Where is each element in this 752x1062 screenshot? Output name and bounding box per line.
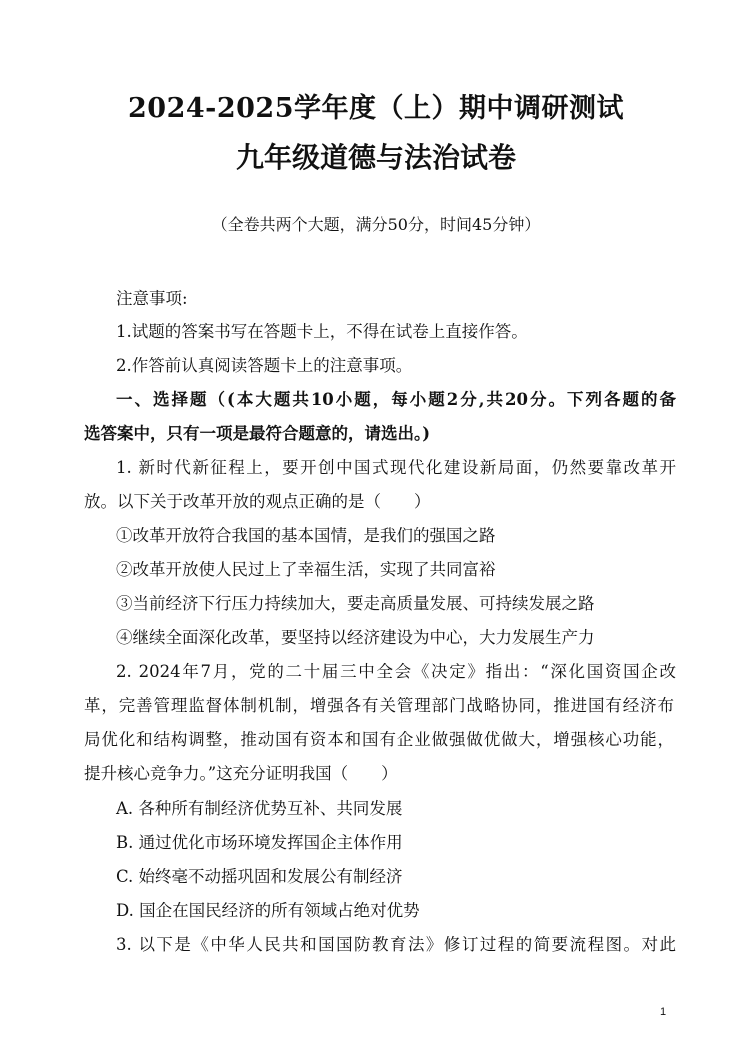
question-2-stem-cont: 局优化和结构调整，推动国有资本和国有企业做强做优做大，增强核心功能， — [84, 730, 674, 749]
question-1-option: ④继续全面深化改革，要坚持以经济建设为中心，大力发展生产力 — [116, 628, 595, 647]
exam-instructions-summary: （全卷共两个大题，满分50分，时间45分钟） — [211, 215, 541, 234]
question-2-stem: 2. 2024年7月，党的二十届三中全会《决定》指出：“深化国资国企改 — [116, 662, 676, 681]
question-1-option: ③当前经济下行压力持续加大，要走高质量发展、可持续发展之路 — [116, 594, 595, 613]
question-2-stem-cont: 提升核心竞争力。”这充分证明我国（ ） — [84, 764, 398, 783]
note-item: 2.作答前认真阅读答题卡上的注意事项。 — [116, 356, 413, 375]
question-2-option: B. 通过优化市场环境发挥国企主体作用 — [116, 833, 403, 852]
question-2-stem-cont: 革，完善管理监督体制机制，增强各有关管理部门战略协同，推进国有经济布 — [84, 696, 674, 715]
page-number: 1 — [660, 1006, 667, 1018]
exam-title: 2024-2025学年度（上）期中调研测试 — [128, 93, 624, 124]
section-heading-cont: 选答案中，只有一项是最符合题意的，请选出。) — [84, 424, 431, 443]
notes-heading: 注意事项: — [116, 289, 188, 308]
question-3-stem: 3. 以下是《中华人民共和国国防教育法》修订过程的简要流程图。对此 — [116, 935, 676, 954]
note-item: 1.试题的答案书写在答题卡上，不得在试卷上直接作答。 — [116, 322, 528, 341]
question-2-option: A. 各种所有制经济优势互补、共同发展 — [116, 799, 403, 818]
question-2-option: D. 国企在国民经济的所有领域占绝对优势 — [116, 901, 420, 920]
question-1-option: ②改革开放使人民过上了幸福生活，实现了共同富裕 — [116, 560, 496, 579]
question-1-option: ①改革开放符合我国的基本国情，是我们的强国之路 — [116, 526, 496, 545]
exam-subtitle-heading: 九年级道德与法治试卷 — [235, 141, 516, 174]
question-2-option: C. 始终毫不动摇巩固和发展公有制经济 — [116, 867, 403, 886]
question-1-stem-cont: 放。以下关于改革开放的观点正确的是（ ） — [84, 492, 431, 511]
question-1-stem: 1. 新时代新征程上，要开创中国式现代化建设新局面，仍然要靠改革开 — [116, 458, 676, 477]
section-heading: 一、选择题（(本大题共10小题，每小题2分,共20分。下列各题的备 — [116, 390, 676, 409]
